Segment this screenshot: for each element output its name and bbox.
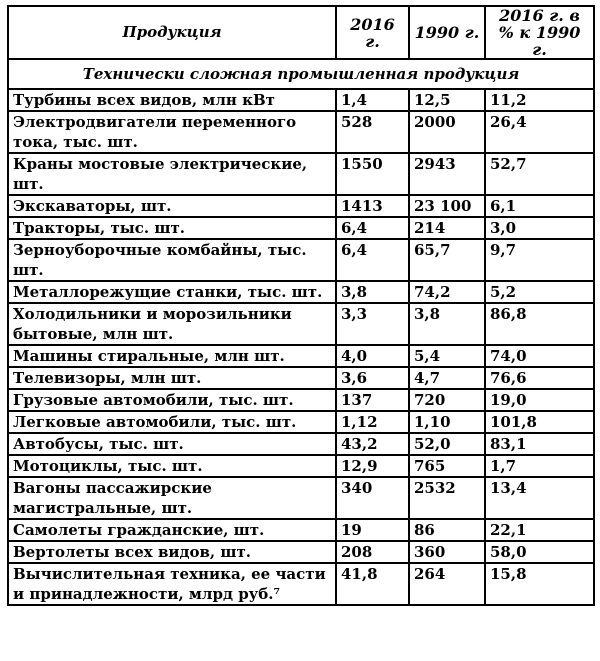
table-row — [8, 153, 594, 195]
table-row — [8, 541, 594, 563]
value-2016-cell: 6,4 — [336, 217, 409, 239]
percent-cell: 58,0 — [485, 541, 594, 563]
value-1990-cell: 1,10 — [409, 411, 485, 433]
value-2016-cell: 19 — [336, 519, 409, 541]
value-2016-cell: 208 — [336, 541, 409, 563]
value-2016-cell: 528 — [336, 111, 409, 153]
percent-cell: 1,7 — [485, 455, 594, 477]
product-name-cell: Вертолеты всех видов, шт. — [8, 541, 336, 563]
value-1990-cell: 2000 — [409, 111, 485, 153]
product-name-cell: Вычислительная техника, ее части и принадлежности, млрд руб.⁷ — [8, 563, 336, 605]
header-2016: 2016 г. — [336, 6, 409, 59]
table-row — [8, 563, 594, 605]
header-1990: 1990 г. — [409, 6, 485, 59]
table-row — [8, 367, 594, 389]
value-1990-cell: 23 100 — [409, 195, 485, 217]
percent-cell: 19,0 — [485, 389, 594, 411]
value-1990-cell: 12,5 — [409, 89, 485, 111]
percent-cell: 86,8 — [485, 303, 594, 345]
table-row — [8, 281, 594, 303]
value-2016-cell: 43,2 — [336, 433, 409, 455]
table-row — [8, 433, 594, 455]
value-2016-cell: 3,8 — [336, 281, 409, 303]
table-row — [8, 411, 594, 433]
table-row — [8, 111, 594, 153]
section-title: Технически сложная промышленная продукция — [8, 59, 594, 89]
percent-cell: 76,6 — [485, 367, 594, 389]
table-row — [8, 239, 594, 281]
table-row — [8, 389, 594, 411]
table-row — [8, 89, 594, 111]
value-2016-cell: 340 — [336, 477, 409, 519]
value-1990-cell: 264 — [409, 563, 485, 605]
value-2016-cell: 1413 — [336, 195, 409, 217]
product-name-cell: Холодильники и морозильники бытовые, млн шт. — [8, 303, 336, 345]
product-name-cell: Мотоциклы, тыс. шт. — [8, 455, 336, 477]
value-2016-cell: 3,6 — [336, 367, 409, 389]
value-1990-cell: 5,4 — [409, 345, 485, 367]
percent-cell: 52,7 — [485, 153, 594, 195]
value-2016-cell: 41,8 — [336, 563, 409, 605]
product-name-cell: Металлорежущие станки, тыс. шт. — [8, 281, 336, 303]
production-table — [7, 5, 595, 606]
product-name-cell: Экскаваторы, шт. — [8, 195, 336, 217]
product-name-cell: Зерноуборочные комбайны, тыс. шт. — [8, 239, 336, 281]
table-row — [8, 477, 594, 519]
table-row — [8, 195, 594, 217]
value-1990-cell: 3,8 — [409, 303, 485, 345]
value-2016-cell: 137 — [336, 389, 409, 411]
value-2016-cell: 1,4 — [336, 89, 409, 111]
percent-cell: 13,4 — [485, 477, 594, 519]
table-row — [8, 345, 594, 367]
product-name-cell: Краны мостовые электрические, шт. — [8, 153, 336, 195]
percent-cell: 9,7 — [485, 239, 594, 281]
header-percent: 2016 г. в % к 1990 г. — [485, 6, 594, 59]
percent-cell: 3,0 — [485, 217, 594, 239]
value-1990-cell: 74,2 — [409, 281, 485, 303]
value-1990-cell: 65,7 — [409, 239, 485, 281]
percent-cell: 83,1 — [485, 433, 594, 455]
product-name-cell: Автобусы, тыс. шт. — [8, 433, 336, 455]
header-row — [8, 6, 594, 59]
percent-cell: 15,8 — [485, 563, 594, 605]
table-row — [8, 217, 594, 239]
section-row — [8, 59, 594, 89]
header-product: Продукция — [8, 6, 336, 59]
value-2016-cell: 6,4 — [336, 239, 409, 281]
product-name-cell: Самолеты гражданские, шт. — [8, 519, 336, 541]
percent-cell: 26,4 — [485, 111, 594, 153]
product-name-cell: Вагоны пассажирские магистральные, шт. — [8, 477, 336, 519]
percent-cell: 74,0 — [485, 345, 594, 367]
value-1990-cell: 52,0 — [409, 433, 485, 455]
value-2016-cell: 3,3 — [336, 303, 409, 345]
product-name-cell: Легковые автомобили, тыс. шт. — [8, 411, 336, 433]
product-name-cell: Машины стиральные, млн шт. — [8, 345, 336, 367]
percent-cell: 101,8 — [485, 411, 594, 433]
value-1990-cell: 86 — [409, 519, 485, 541]
product-name-cell: Телевизоры, млн шт. — [8, 367, 336, 389]
value-2016-cell: 1,12 — [336, 411, 409, 433]
product-name-cell: Тракторы, тыс. шт. — [8, 217, 336, 239]
value-2016-cell: 1550 — [336, 153, 409, 195]
table-row — [8, 303, 594, 345]
table-row — [8, 455, 594, 477]
value-1990-cell: 2532 — [409, 477, 485, 519]
value-1990-cell: 720 — [409, 389, 485, 411]
product-name-cell: Электродвигатели переменного тока, тыс. шт. — [8, 111, 336, 153]
value-2016-cell: 12,9 — [336, 455, 409, 477]
product-name-cell: Грузовые автомобили, тыс. шт. — [8, 389, 336, 411]
product-name-cell: Турбины всех видов, млн кВт — [8, 89, 336, 111]
table-row — [8, 519, 594, 541]
value-1990-cell: 360 — [409, 541, 485, 563]
value-2016-cell: 4,0 — [336, 345, 409, 367]
percent-cell: 11,2 — [485, 89, 594, 111]
percent-cell: 22,1 — [485, 519, 594, 541]
value-1990-cell: 2943 — [409, 153, 485, 195]
percent-cell: 6,1 — [485, 195, 594, 217]
value-1990-cell: 214 — [409, 217, 485, 239]
value-1990-cell: 4,7 — [409, 367, 485, 389]
percent-cell: 5,2 — [485, 281, 594, 303]
value-1990-cell: 765 — [409, 455, 485, 477]
